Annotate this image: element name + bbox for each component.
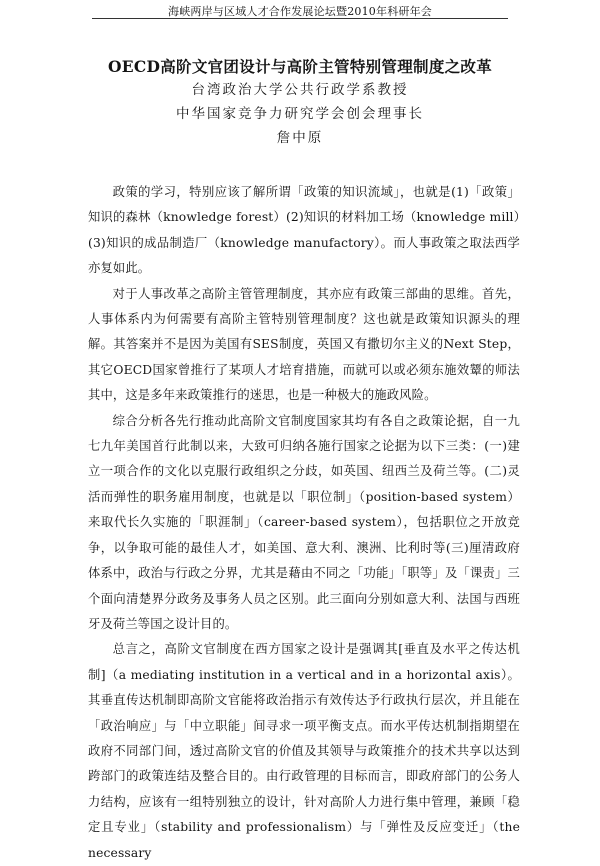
body-text <box>88 180 520 866</box>
paragraph: 政策的学习，特别应该了解所谓「政策的知识流域」，也就是(1)「政策」知识的森林（knowledge forest）(2)知识的材料加工场（knowledge mill）(3)知识的成品制造厂（knowledge manufactory）。而人事政策之取法西学亦复如此。 <box>88 185 520 276</box>
header-rule <box>92 18 508 19</box>
author-affiliation: 中华国家竞争力研究学会创会理事长 <box>176 106 424 122</box>
paper-title: OECD高阶文官团设计与高阶主管特别管理制度之改革 <box>107 57 493 76</box>
paragraph: 总言之，高阶文官制度在西方国家之设计是强调其[垂直及水平之传达机制]（a mediating institution in a vertical and in a horizontal axis）。其垂直传达机制即高阶文官能将政治指示有效传达予行政执行层次，并且能在「政治响应」与「中立职能」间寻求一项平衡支点。而水平传达机制指期望在政府不同部门间，透过高阶文官的价值及其领导与政策推介的技术共享以达到跨部门的政策连结及整合目的。由行政管理的目标而言，即政府部门的公务人力结构，应该有一组特别独立的设计，针对高阶人力进行集中管理，兼顾「稳定且专业」（stability and professionalism）与「弹性及反应变迁」（the necessary <box>88 642 520 860</box>
running-header-title: 海峡两岸与区域人才合作发展论坛暨2010年科研年会 <box>168 5 432 18</box>
paragraph: 对于人事改革之高阶主管管理制度，其亦应有政策三部曲的思维。首先，人事体系内为何需要有高阶主管特别管理制度？这也就是政策知识源头的理解。其答案并不是因为美国有SES制度，英国又有撒切尔主义的Next Step，其它OECD国家曾推行了某项人才培育措施，而就可以或必须东施效颦的师法其中，这是多年来政策推行的迷思，也是一种极大的施政风险。 <box>88 286 520 403</box>
paragraph: 综合分析各先行推动此高阶文官制度国家其均有各自之政策论据，自一九七九年美国首行此制以来，大致可归纳各施行国家之论据为以下三类：(一)建立一项合作的文化以克服行政组织之分歧，如英国、纽西兰及荷兰等。(二)灵活而弹性的职务雇用制度，也就是以「职位制」（position-based system）来取代长久实施的「职涯制」（career-based system），包括职位之开放竞争，以争取可能的最佳人才，如美国、意大利、澳洲、比利时等(三)厘清政府体系中，政治与行政之分界，尤其是藉由不同之「功能」「职等」及「课责」三个面向清楚界分政务及事务人员之区别。此三面向分别如意大利、法国与西班牙及荷兰等国之设计目的。 <box>88 413 520 631</box>
title-block <box>0 56 600 150</box>
running-header <box>0 0 600 22</box>
author-affiliation: 台湾政治大学公共行政学系教授 <box>191 82 409 98</box>
author-name: 詹中原 <box>276 130 324 146</box>
